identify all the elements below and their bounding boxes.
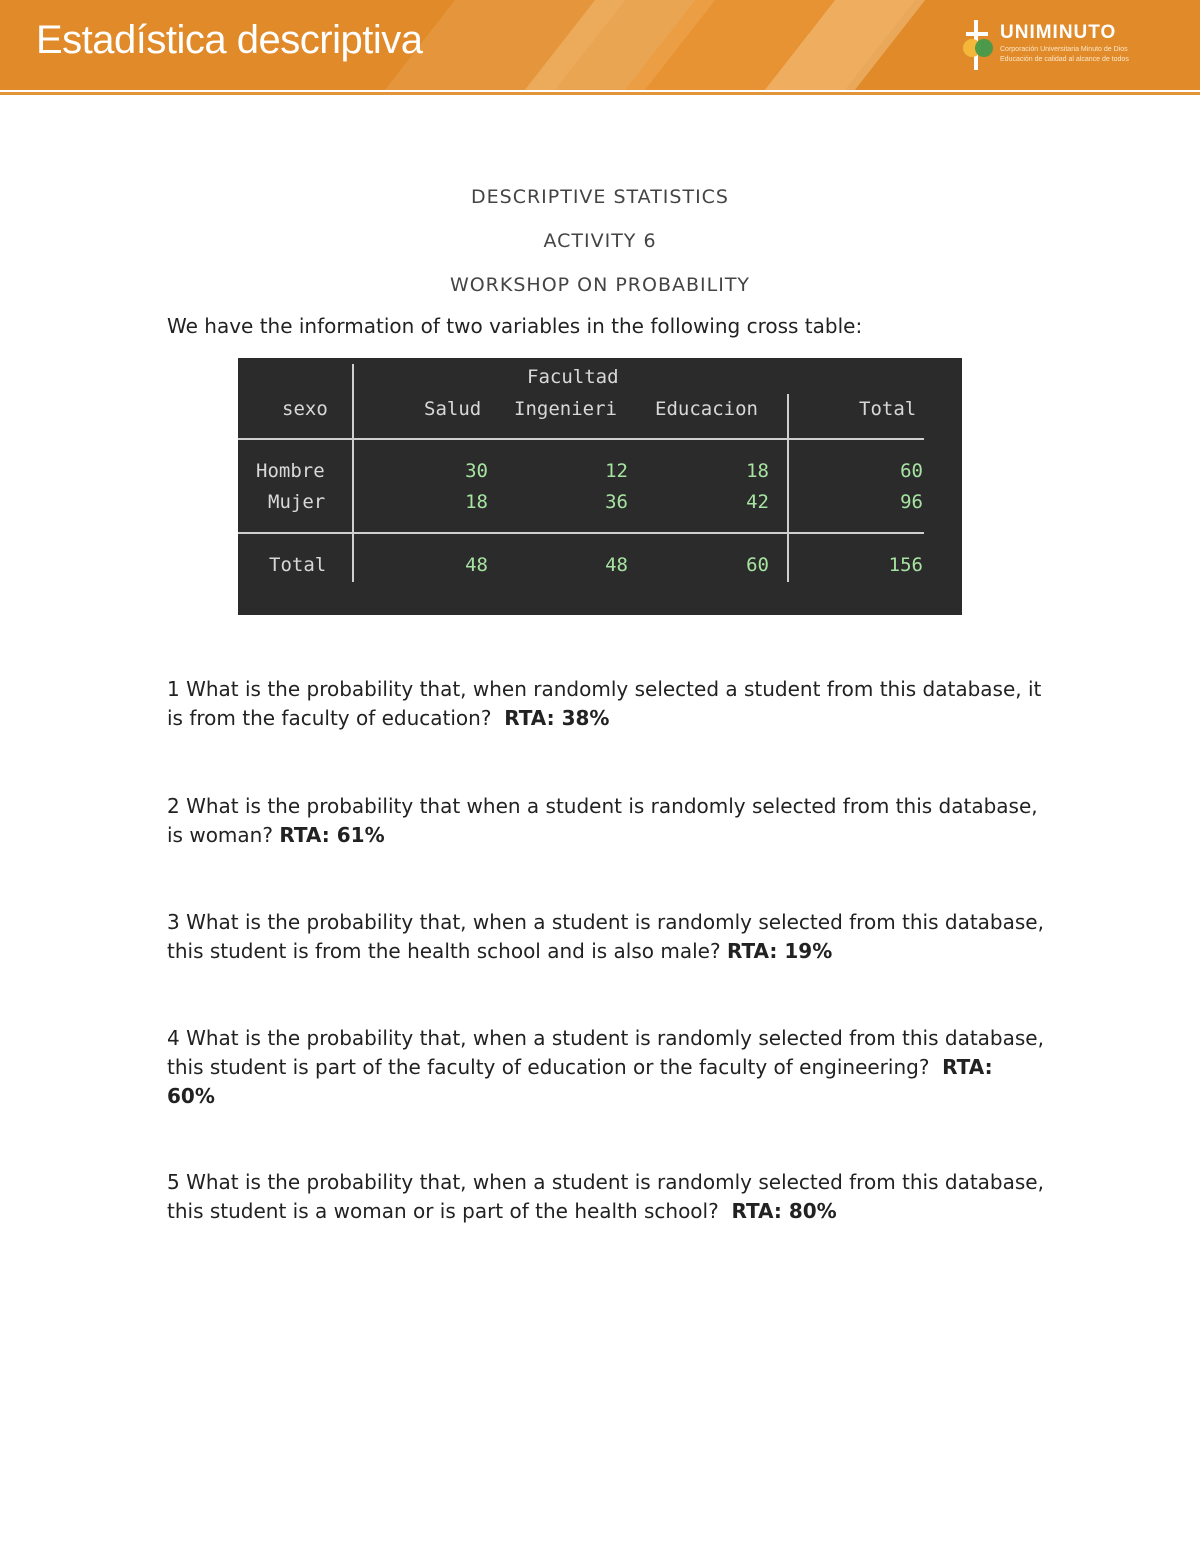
question-4: [167, 1024, 1047, 1111]
table-total-cell: 48: [605, 554, 628, 576]
table-total-cell: 48: [465, 554, 488, 576]
table-rule-bottom: [238, 532, 924, 534]
question-answer: RTA: 60%: [167, 1055, 993, 1108]
table-row-label: Mujer: [268, 491, 326, 513]
question-text: 2 What is the probability that when a student is randomly selected from this database, is woman?: [167, 794, 1038, 847]
table-row-label: Hombre: [256, 460, 325, 482]
table-col-header: Salud: [424, 398, 482, 420]
question-text: 3 What is the probability that, when a student is randomly selected from this database, this student is from the health school and is also male?: [167, 910, 1044, 963]
table-divider-left: [352, 364, 354, 582]
table-rule-top: [238, 438, 924, 440]
logo-subtitle-1: Corporación Universitaria Minuto de Dios: [1000, 46, 1128, 53]
table-row-header: sexo: [282, 398, 328, 420]
question-1: [167, 675, 1047, 733]
table-cell: 36: [605, 491, 628, 513]
table-group-header: Facultad: [527, 366, 619, 388]
logo-subtitle-2: Educación de calidad al alcance de todos: [1000, 56, 1129, 63]
question-3: [167, 908, 1047, 966]
table-cell: 12: [605, 460, 628, 482]
uniminuto-logo: [960, 18, 1160, 74]
table-divider-right: [787, 394, 789, 582]
table-cell: 42: [746, 491, 769, 513]
table-total-cell: 60: [746, 554, 769, 576]
question-text: 1 What is the probability that, when randomly selected a student from this database, it is from the faculty of education?: [167, 677, 1042, 730]
question-answer: RTA: 38%: [504, 706, 610, 730]
title-workshop: WORKSHOP ON PROBABILITY: [449, 274, 751, 296]
header-banner: [0, 0, 1200, 90]
banner-title: Estadística descriptiva: [36, 18, 423, 62]
intro-text: We have the information of two variables in the following cross table:: [167, 314, 863, 338]
cross-table-console: [238, 358, 962, 615]
banner-underline: [0, 92, 1200, 95]
logo-name: UNIMINUTO: [1000, 22, 1117, 43]
table-cell: 18: [746, 460, 769, 482]
table-cell: 30: [465, 460, 488, 482]
question-answer: RTA: 19%: [726, 939, 833, 963]
title-activity: ACTIVITY 6: [543, 230, 657, 252]
table-col-header: Educacion: [655, 398, 758, 420]
logo-emblem-icon: [960, 18, 996, 72]
table-cell: 60: [900, 460, 923, 482]
question-answer: RTA: 61%: [279, 823, 385, 847]
table-cell: 18: [465, 491, 488, 513]
question-text: 5 What is the probability that, when a student is randomly selected from this database, this student is a woman or is part of the health school?: [167, 1170, 1044, 1223]
question-text: 4 What is the probability that, when a student is randomly selected from this database, this student is part of the faculty of education or the faculty of engineering?: [167, 1026, 1044, 1079]
table-cell: 96: [900, 491, 923, 513]
question-5: [167, 1168, 1047, 1226]
question-answer: RTA: 80%: [731, 1199, 837, 1223]
table-col-header: Ingenieri: [514, 398, 617, 420]
table-col-header: Total: [859, 398, 917, 420]
table-total-cell: 156: [888, 554, 923, 576]
title-descriptive-statistics: DESCRIPTIVE STATISTICS: [471, 186, 729, 208]
question-2: [167, 792, 1047, 850]
table-total-label: Total: [269, 554, 327, 576]
